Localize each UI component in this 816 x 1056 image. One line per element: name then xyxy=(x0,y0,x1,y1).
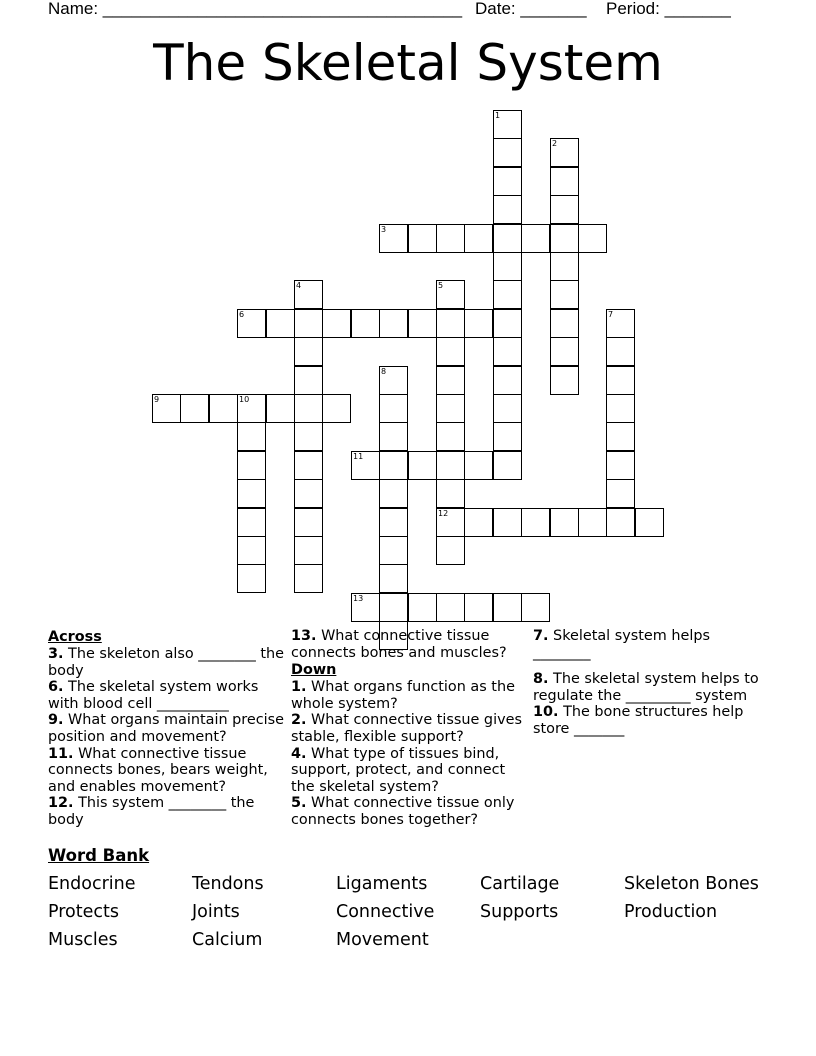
crossword-cell[interactable] xyxy=(294,479,323,508)
crossword-cell[interactable] xyxy=(493,224,522,253)
crossword-cell[interactable] xyxy=(550,252,579,281)
crossword-cell[interactable] xyxy=(294,422,323,451)
crossword-cell[interactable] xyxy=(493,252,522,281)
clue-number: 10 xyxy=(239,395,250,404)
clue-number: 6 xyxy=(239,310,245,319)
crossword-cell[interactable] xyxy=(322,394,351,423)
across-clue xyxy=(48,679,288,712)
clue-number: 8 xyxy=(381,367,387,376)
clue-number: 5 xyxy=(438,281,444,290)
crossword-cell[interactable] xyxy=(550,167,579,196)
crossword-cell[interactable] xyxy=(322,309,351,338)
clue-number: 3. xyxy=(48,646,64,662)
clue-number: 11. xyxy=(48,745,74,762)
crossword-cell-8[interactable] xyxy=(379,366,408,395)
crossword-cell[interactable] xyxy=(379,536,408,565)
crossword-cell-7[interactable] xyxy=(606,309,635,338)
word-bank-word: Ligaments xyxy=(336,874,428,894)
crossword-cell[interactable] xyxy=(408,309,437,338)
clue-number: 1. xyxy=(291,679,307,696)
crossword-cell[interactable] xyxy=(606,366,635,395)
crossword-cell[interactable] xyxy=(550,508,579,537)
down-clue xyxy=(291,746,527,796)
clue-number: 7 xyxy=(608,310,614,319)
clue-text: What connective tissue only connects bones together? xyxy=(291,795,515,828)
crossword-cell[interactable] xyxy=(550,337,579,366)
clue-number: 2. xyxy=(291,712,307,729)
crossword-cell[interactable] xyxy=(436,366,465,395)
crossword-cell-9[interactable] xyxy=(152,394,181,423)
crossword-cell[interactable] xyxy=(379,508,408,537)
crossword-cell[interactable] xyxy=(436,394,465,423)
crossword-cell[interactable] xyxy=(209,394,238,423)
crossword-cell[interactable] xyxy=(635,508,664,537)
crossword-cell[interactable] xyxy=(237,422,266,451)
crossword-cell[interactable] xyxy=(493,280,522,309)
across-clue xyxy=(48,795,288,828)
clue-text: The skeletal system helps to regulate the _________ system xyxy=(533,671,759,704)
clue-number: 12 xyxy=(438,509,449,518)
crossword-cell[interactable] xyxy=(294,394,323,423)
clue-number: 3 xyxy=(381,225,387,234)
clue-number: 4. xyxy=(291,745,307,762)
crossword-cell[interactable] xyxy=(493,337,522,366)
word-bank-heading: Word Bank xyxy=(48,846,150,865)
crossword-cell[interactable] xyxy=(550,280,579,309)
crossword-cell[interactable] xyxy=(436,479,465,508)
clue-number: 11 xyxy=(353,452,364,461)
crossword-cell[interactable] xyxy=(294,366,323,395)
word-bank-word: Endocrine xyxy=(48,874,136,894)
clue-number: 7. xyxy=(533,628,549,644)
crossword-cell[interactable] xyxy=(379,564,408,593)
crossword-cell[interactable] xyxy=(294,564,323,593)
page-title: The Skeletal System xyxy=(153,34,663,92)
crossword-cell[interactable] xyxy=(379,309,408,338)
clue-number: 10. xyxy=(533,704,559,721)
down-clue xyxy=(291,679,527,712)
crossword-cell[interactable] xyxy=(521,508,550,537)
word-bank-word: Movement xyxy=(336,930,429,950)
down-clue xyxy=(533,704,769,737)
clue-number: 13 xyxy=(353,594,364,603)
clue-number: 6. xyxy=(48,679,64,696)
crossword-cell[interactable] xyxy=(237,479,266,508)
crossword-cell[interactable] xyxy=(578,224,607,253)
clue-text: What connective tissue gives stable, flexible support? xyxy=(291,712,522,745)
word-bank-word: Calcium xyxy=(192,930,263,950)
clue-column-3 xyxy=(533,628,769,738)
crossword-cell[interactable] xyxy=(606,337,635,366)
across-clue xyxy=(48,712,288,745)
across-clues xyxy=(48,628,288,829)
word-bank-word: Supports xyxy=(480,902,559,922)
crossword-cell-13[interactable] xyxy=(351,593,380,622)
clue-number: 4 xyxy=(296,281,302,290)
down-clue xyxy=(533,671,769,704)
clue-text: What connective tissue connects bones, bears weight, and enables movement? xyxy=(48,745,268,795)
crossword-cell[interactable] xyxy=(578,508,607,537)
crossword-cell[interactable] xyxy=(550,195,579,224)
crossword-cell-10[interactable] xyxy=(237,394,266,423)
crossword-cell[interactable] xyxy=(237,564,266,593)
crossword-cell-3[interactable] xyxy=(379,224,408,253)
clue-text: What type of tissues bind, support, protect, and connect the skeletal system? xyxy=(291,745,506,795)
crossword-cell[interactable] xyxy=(521,593,550,622)
crossword-cell[interactable] xyxy=(379,451,408,480)
clue-number: 5. xyxy=(291,795,307,812)
crossword-cell[interactable] xyxy=(408,224,437,253)
crossword-cell-11[interactable] xyxy=(351,451,380,480)
crossword-cell[interactable] xyxy=(294,508,323,537)
crossword-cell[interactable] xyxy=(493,451,522,480)
crossword-cell[interactable] xyxy=(606,451,635,480)
crossword-cell[interactable] xyxy=(379,422,408,451)
crossword-cell[interactable] xyxy=(436,309,465,338)
crossword-cell[interactable] xyxy=(436,224,465,253)
clue-text: What connective tissue connects bones and muscles? xyxy=(291,628,507,661)
name-field[interactable]: Name: ______________________________________ xyxy=(48,0,463,18)
crossword-cell-1[interactable] xyxy=(493,110,522,139)
crossword-cell[interactable] xyxy=(351,309,380,338)
clue-text: Skeletal system helps ________ xyxy=(533,628,710,661)
clue-text: This system ________ the body xyxy=(48,795,255,828)
clue-text: The skeleton also ________ the body xyxy=(48,646,285,679)
clue-text: What organs maintain precise position and movement? xyxy=(48,712,285,745)
crossword-cell[interactable] xyxy=(606,508,635,537)
crossword-cell-5[interactable] xyxy=(436,280,465,309)
crossword-cell[interactable] xyxy=(550,309,579,338)
crossword-cell[interactable] xyxy=(493,309,522,338)
crossword-cell[interactable] xyxy=(493,138,522,167)
down-clue xyxy=(533,628,769,661)
clue-column-2 xyxy=(291,628,527,829)
crossword-cell[interactable] xyxy=(464,224,493,253)
word-bank-word: Cartilage xyxy=(480,874,560,894)
crossword-cell[interactable] xyxy=(294,536,323,565)
crossword-cell[interactable] xyxy=(237,536,266,565)
clue-number: 13. xyxy=(291,628,317,644)
crossword-cell[interactable] xyxy=(294,337,323,366)
crossword-cell-6[interactable] xyxy=(237,309,266,338)
across-clue xyxy=(48,746,288,796)
clue-number: 8. xyxy=(533,671,549,688)
crossword-cell[interactable] xyxy=(464,309,493,338)
crossword-cell[interactable] xyxy=(408,593,437,622)
crossword-cell[interactable] xyxy=(408,451,437,480)
clue-text: What organs function as the whole system? xyxy=(291,679,515,712)
crossword-cell[interactable] xyxy=(493,508,522,537)
crossword-cell[interactable] xyxy=(266,394,295,423)
crossword-cell-2[interactable] xyxy=(550,138,579,167)
clue-number: 1 xyxy=(495,111,501,120)
crossword-cell[interactable] xyxy=(464,451,493,480)
word-bank-word: Muscles xyxy=(48,930,118,950)
across-clue xyxy=(291,628,527,661)
date-field[interactable]: Date: _______ xyxy=(475,0,587,18)
crossword-cell[interactable] xyxy=(550,366,579,395)
clue-text: The skeletal system works with blood cell __________ xyxy=(48,679,259,712)
word-bank-word: Protects xyxy=(48,902,119,922)
crossword-cell[interactable] xyxy=(379,479,408,508)
down-clue xyxy=(291,712,527,745)
crossword-cell[interactable] xyxy=(379,593,408,622)
crossword-cell[interactable] xyxy=(493,394,522,423)
word-bank-word: Skeleton Bones xyxy=(624,874,759,894)
crossword-cell[interactable] xyxy=(379,394,408,423)
clue-number: 12. xyxy=(48,795,74,812)
crossword-cell[interactable] xyxy=(294,309,323,338)
crossword-cell[interactable] xyxy=(606,422,635,451)
crossword-cell[interactable] xyxy=(180,394,209,423)
crossword-cell[interactable] xyxy=(493,195,522,224)
crossword-cell-4[interactable] xyxy=(294,280,323,309)
crossword-cell[interactable] xyxy=(436,451,465,480)
crossword-cell[interactable] xyxy=(436,536,465,565)
crossword-cell[interactable] xyxy=(237,451,266,480)
word-bank-word: Connective xyxy=(336,902,435,922)
word-bank-word: Joints xyxy=(192,902,240,922)
down-heading: Down xyxy=(291,662,337,679)
crossword-cell[interactable] xyxy=(436,422,465,451)
crossword-cell[interactable] xyxy=(294,451,323,480)
crossword-cell[interactable] xyxy=(237,508,266,537)
crossword-cell[interactable] xyxy=(266,309,295,338)
crossword-cell[interactable] xyxy=(521,224,550,253)
across-clue xyxy=(48,646,288,679)
crossword-cell[interactable] xyxy=(464,508,493,537)
clue-number: 2 xyxy=(552,139,558,148)
clue-text: The bone structures help store _______ xyxy=(533,704,744,737)
crossword-cell[interactable] xyxy=(493,593,522,622)
word-bank-word: Tendons xyxy=(192,874,264,894)
crossword-cell[interactable] xyxy=(493,167,522,196)
crossword-cell-12[interactable] xyxy=(436,508,465,537)
crossword-cell[interactable] xyxy=(606,479,635,508)
crossword-cell[interactable] xyxy=(550,224,579,253)
clue-number: 9. xyxy=(48,712,64,729)
crossword-cell[interactable] xyxy=(464,593,493,622)
crossword-cell[interactable] xyxy=(436,593,465,622)
crossword-cell[interactable] xyxy=(606,394,635,423)
across-heading: Across xyxy=(48,629,102,645)
down-clue xyxy=(291,795,527,828)
clue-number: 9 xyxy=(154,395,160,404)
crossword-cell[interactable] xyxy=(436,337,465,366)
word-bank-word: Production xyxy=(624,902,718,922)
period-field[interactable]: Period: _______ xyxy=(606,0,731,18)
crossword-cell[interactable] xyxy=(493,422,522,451)
crossword-cell[interactable] xyxy=(493,366,522,395)
